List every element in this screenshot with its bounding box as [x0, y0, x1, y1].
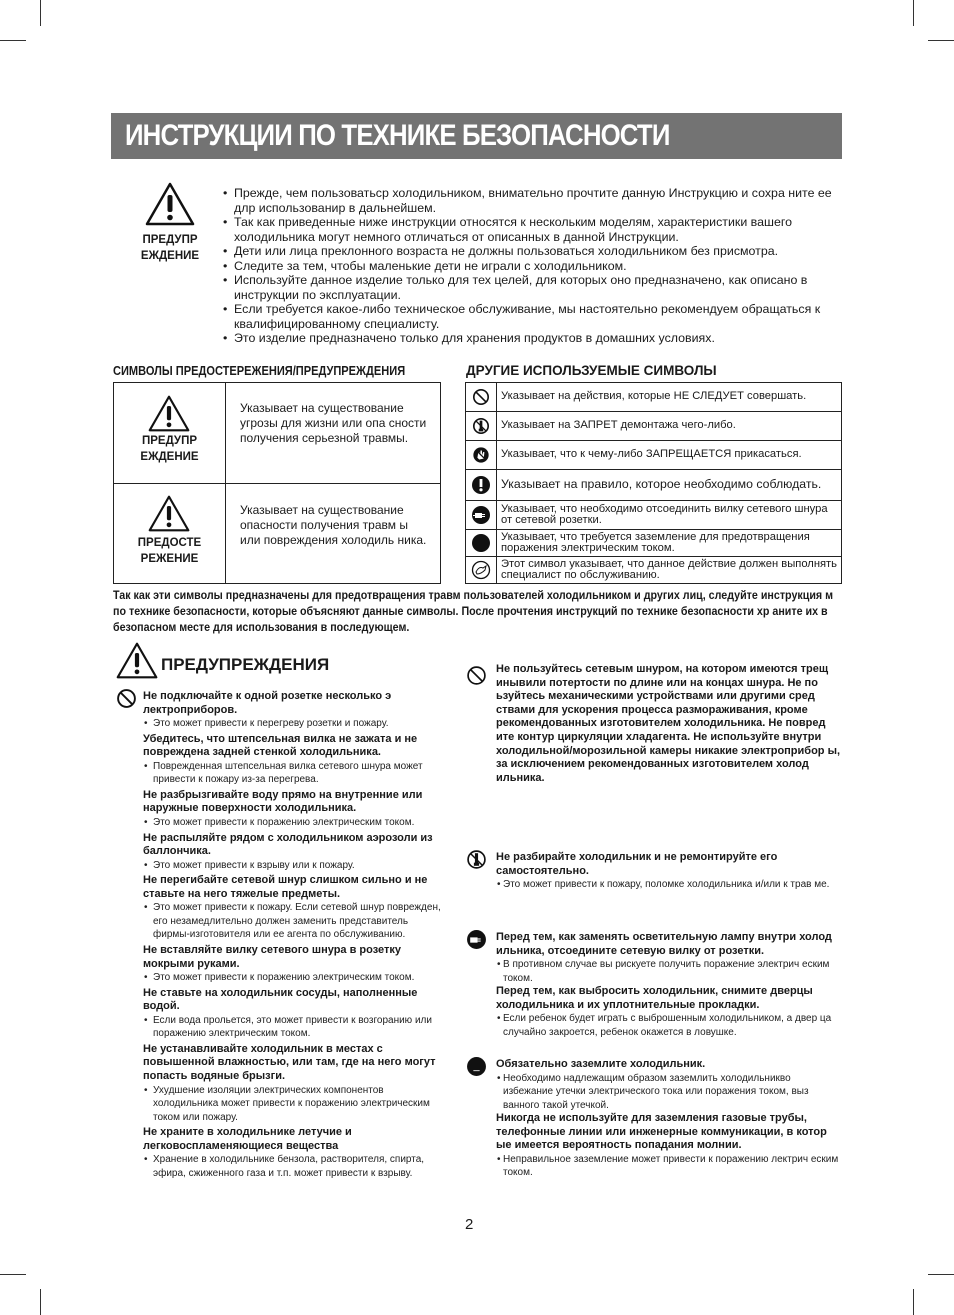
prohibited-icon — [116, 688, 137, 709]
warning-heading: Обязательно заземлите холодильник. — [496, 1058, 706, 1070]
symbols-right-table — [465, 382, 842, 584]
symbol-icon-cell — [114, 383, 226, 483]
symbol-icon-cell — [466, 383, 497, 411]
warning-detail: • Ухудшение изоляции электрических компонентов холодильника может привести к поражению электрическим током или пожару. — [143, 1084, 443, 1125]
symbol-row — [466, 557, 841, 583]
symbol-description: Указывает, что требуется заземление для предотвращения поражения электрическим током. — [501, 530, 810, 554]
warning-detail: • Неправильное заземление может привести к поражению лектрич еским током. — [496, 1153, 843, 1180]
page-title: ИНСТРУКЦИИ ПО ТЕХНИКЕ БЕЗОПАСНОСТИ — [111, 113, 842, 159]
warning-detail: • Это может привести к пожару, поломке холодильника и/или к трав ме. — [496, 878, 843, 892]
warning-heading: Никогда не используйте для заземления газовые трубы, телефонные линии или инженерные коммуникации, в котор ые имеется вероятность попадания молнии. — [496, 1112, 827, 1152]
symbol-row — [466, 501, 841, 530]
warning-heading: Не разбрызгивайте воду прямо на внутренние или наружные поверхности холодильника. — [143, 788, 423, 815]
symbol-description: Указывает на существование опасности получения травм ы или повреждения холодиль ника. — [240, 503, 427, 547]
symbol-description: Указывает на ЗАПРЕТ демонтажа чего-либо. — [501, 419, 736, 432]
warning-block-text — [496, 851, 843, 892]
warning-detail: • Это может привести к перегреву розетки и пожару. — [143, 717, 443, 731]
symbols-left-heading: СИМВОЛЫ ПРЕДОСТЕРЕЖЕНИЯ/ПРЕДУПРЕЖДЕНИЯ — [113, 363, 406, 378]
warnings-left-column — [143, 690, 443, 1180]
symbol-row — [114, 383, 440, 484]
ground-icon — [466, 1056, 487, 1082]
warning-triangle-icon — [116, 642, 158, 679]
symbol-description: Этот символ указывает, что данное действие должен выполнять специалист по обслуживанию. — [501, 557, 838, 581]
symbol-icon-cell — [466, 557, 497, 583]
warning-detail: • Это может привести к поражению электрическим током. — [143, 816, 443, 830]
symbol-description: Указывает на правило, которое необходимо соблюдать. — [501, 477, 822, 492]
warning-detail: • Поврежденная штепсельная вилка сетевого шнура может привести к пожару из-за перегрева. — [143, 760, 443, 787]
symbol-row — [114, 483, 440, 583]
intro-item: • Это изделие предназначено только для хранения продуктов в домашних условиях. — [222, 331, 842, 346]
intro-item: • Так как приведенные ниже инструкции относятся к нескольким моделям, характеристики вашего холодильника могут немного отличаться от описанных в данной Инструкции. — [222, 215, 842, 244]
warning-heading: Не ставьте на холодильник сосуды, наполненные водой. — [143, 986, 418, 1013]
warning-heading: Не разбирайте холодильник и не ремонтируйте его самостоятельно. — [496, 851, 778, 877]
intro-item: • Если требуется какое-либо техническое обслуживание, мы настоятельно рекомендуем обращаться к квалифицированному специалисту. — [222, 302, 842, 331]
warning-detail: • Если ребенок будет играть с выброшенным холодильником, а двер ца случайно закроется, ребенок окажется в ловушке. — [496, 1012, 843, 1039]
warning-block-text — [496, 663, 843, 785]
warning-heading: Не вставляйте вилку сетевого шнура в розетку мокрыми руками. — [143, 943, 402, 970]
symbol-row — [466, 470, 841, 501]
intro-list — [222, 186, 842, 346]
intro-item: • Дети или лица преклонного возраста не должны пользоваться холодильником без присмотра. — [222, 244, 842, 259]
warnings-header — [113, 642, 443, 682]
symbol-icon-cell — [466, 441, 497, 469]
prohibited-icon — [472, 388, 490, 406]
symbol-description: Указывает, что необходимо отсоединить вилку сетевого шнура от сетевой розетки. — [501, 502, 828, 526]
warning-heading: Не подключайте к одной розетке несколько э лектроприборов. — [143, 690, 392, 716]
warning-label: ПРЕДУПР ЕЖДЕНИЕ — [140, 435, 199, 463]
symbol-row — [466, 412, 841, 441]
warning-label: ПРЕДУПР ЕЖДЕНИЕ — [140, 234, 200, 262]
warning-heading: Не устанавливайте холодильник в местах с повышенной влажностью, или там, где на него могут попасть водяные брызги. — [143, 1042, 436, 1082]
warning-heading: Не распыляйте рядом с холодильником аэрозоли из баллончика. — [143, 831, 433, 858]
no-disassembly-icon — [466, 849, 487, 875]
intro-item: • Используйте данное изделие только для тех целей, для которых оно предназначено, как описано в инструкции по эксплуатации. — [222, 273, 842, 302]
warning-detail: • Необходимо надлежащим образом заземлить холодильникво избежание утечки электрического тока или поражения током, выз ванного такой утечкой. — [496, 1072, 843, 1113]
warning-heading: Не храните в холодильнике летучие и легковоспламеняющиеся вещества — [143, 1126, 352, 1152]
crop-mark — [0, 1274, 26, 1275]
ground-icon — [471, 533, 491, 553]
intro-warning — [130, 182, 210, 264]
symbol-icon-cell — [466, 530, 497, 556]
crop-mark — [913, 0, 914, 26]
symbol-row — [466, 383, 841, 412]
warning-heading: Убедитесь, что штепсельная вилка не зажата и не повреждена задней стенкой холодильника. — [143, 732, 418, 759]
symbol-icon-cell — [466, 501, 497, 529]
warning-heading: Перед тем, как заменять осветительную лампу внутри холод ильника, отсоедините сетевую вилку от розетки. — [496, 931, 832, 957]
crop-mark — [928, 1274, 954, 1275]
symbols-left-table — [113, 382, 441, 584]
symbol-description: Указывает, что к чему-либо ЗАПРЕЩАЕТСЯ прикасаться. — [501, 448, 802, 461]
crop-mark — [928, 40, 954, 41]
symbol-description: Указывает на существование угрозы для жизни или опа сности получения серьезной травмы. — [240, 401, 427, 445]
warning-detail: • Это может привести к взрыву или к пожару. — [143, 859, 443, 873]
intro-item: • Следите за тем, чтобы маленькие дети не играли с холодильником. — [222, 259, 842, 274]
crop-mark — [0, 40, 26, 41]
warning-detail: • Если вода прольется, это может привести к возгоранию или поражению электрическим током. — [143, 1014, 443, 1041]
no-touch-icon — [472, 446, 490, 464]
warning-detail: • В противном случае вы рискуете получить поражение электрич еским током. — [496, 958, 843, 985]
symbol-row — [466, 441, 841, 470]
caution-label: ПРЕДОСТЕ РЕЖЕНИЕ — [137, 537, 202, 565]
intro-item: • Прежде, чем пользоватьср холодильником, внимательно прочтите данную Инструкцию и сохра ните ее длр использованир в дальнейшем. — [222, 186, 842, 215]
crop-mark — [913, 1289, 914, 1315]
unplug-icon — [466, 929, 487, 955]
prohibited-icon — [466, 665, 487, 691]
mandatory-icon — [471, 475, 491, 495]
warning-heading: Перед тем, как выбросить холодильник, снимите дверцы холодильника и их уплотнительные прокладки. — [496, 985, 813, 1011]
crop-mark — [40, 0, 41, 26]
symbol-icon-cell — [466, 412, 497, 440]
crop-mark — [40, 1289, 41, 1315]
unplug-icon — [471, 505, 491, 525]
warning-heading: Не перегибайте сетевой шнур слишком сильно и не ставьте на него тяжелые предметы. — [143, 874, 428, 900]
symbols-note: Так как эти символы предназначены для предотвращения травм пользователей холодильником и других лиц, следуйте инструкция м по технике безопасности, которые объясняют данные символы. После прочтения инструкций по технике безопасности хр аните их в безопасном месте для использования в последующем. — [113, 590, 834, 634]
warning-heading: Не пользуйтесь сетевым шнуром, на котором имеются трещ инывили потертости по длине или на концах шнура. Не по ьзуйтесь механическими устройствами или другими сред ствами для ускорения процесса размораживания, кроме рекомендованных изготовителем холодильника. Не повред ите контур циркуляции хладагента. Не используйте внутри холодильной/морозильной камеры никакие электроприбор ы, за исключением рекомендованных изготовителем холод ильника. — [496, 663, 841, 784]
warning-detail: • Это может привести к поражению электрическим током. — [143, 971, 443, 985]
symbol-description: Указывает на действия, которые НЕ СЛЕДУЕТ совершать. — [501, 390, 807, 403]
page-number: 2 — [465, 1216, 474, 1233]
warning-block-text — [496, 1058, 843, 1180]
symbol-row — [466, 530, 841, 557]
warning-block-text — [496, 931, 843, 1039]
caution-triangle-icon — [148, 495, 190, 532]
symbol-icon-cell — [114, 483, 226, 583]
warning-triangle-icon — [145, 182, 195, 226]
warning-triangle-icon — [148, 395, 190, 432]
symbol-icon-cell — [466, 470, 497, 500]
warning-detail: • Хранение в холодильнике бензола, растворителя, спирта, эфира, сжиженного газа и т.п. может привести к взрыву. — [143, 1153, 443, 1180]
warning-detail: • Это может привести к пожару. Если сетевой шнур поврежден, его незамедлительно должен заменить представитель фирмы-изготовителя или ее агента по обслуживанию. — [143, 901, 443, 942]
no-disassembly-icon — [472, 417, 490, 435]
symbols-right-heading: ДРУГИЕ ИСПОЛЬЗУЕМЫЕ СИМВОЛЫ — [466, 363, 717, 378]
service-icon — [471, 560, 491, 580]
warnings-title: ПРЕДУПРЕЖДЕНИЯ — [161, 655, 330, 674]
